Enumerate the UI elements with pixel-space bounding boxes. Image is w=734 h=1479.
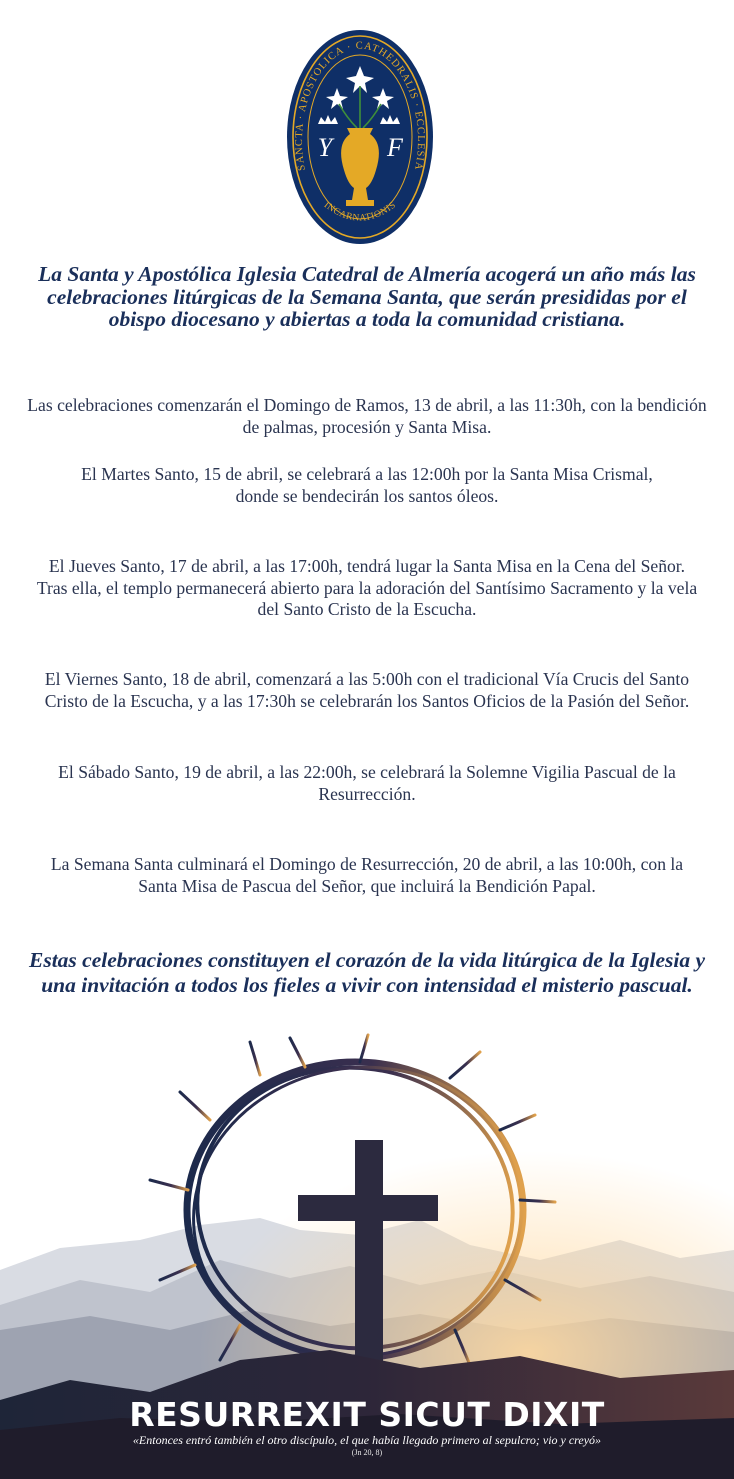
seal-inscription-bottom: INCARNATIONIS [321, 200, 399, 224]
paragraph-holy-tuesday: El Martes Santo, 15 de abril, se celebrará a las 12:00h por la Santa Misa Crismal, donde se bendecirán los santos óleos. [81, 464, 653, 506]
monogram-left: Y [317, 133, 333, 162]
banner-reference: (Jn 20, 8) [351, 1448, 383, 1457]
paragraph-holy-saturday: El Sábado Santo, 19 de abril, a las 22:00h, se celebrará la Solemne Vigilia Pascual de la Resurrección. [58, 762, 676, 804]
monogram-right: F [387, 133, 403, 162]
closing-statement: Estas celebraciones constituyen el corazón de la vida litúrgica de la Iglesia y una invitación a todos los fieles a vivir con intensidad el misterio pascual. [28, 948, 705, 997]
paragraph-good-friday: El Viernes Santo, 18 de abril, comenzará a las 5:00h con el tradicional Vía Crucis del Santo Cristo de la Escucha, y a las 17:30h se celebrarán los Santos Oficios de la Pasión del Señor. [44, 669, 690, 711]
paragraph-easter-sunday: La Semana Santa culminará el Domingo de Resurrección, 20 de abril, a las 10:00h, con la Santa Misa de Pascua del Señor, que incluirá la Bendición Papal. [50, 854, 684, 896]
banner-title: RESURREXIT SICUT DIXIT [129, 1395, 605, 1434]
banner-quote: «Entonces entró también el otro discípulo, el que había llegado primero al sepulcro; vio y creyó» [132, 1433, 602, 1447]
paragraph-holy-thursday: El Jueves Santo, 17 de abril, a las 17:00h, tendrá lugar la Santa Misa en la Cena del Señor. Tras ella, el templo permanecerá abierto para la adoración del Santísimo Sacramento y la vela del Santo Cristo de la Escucha. [36, 556, 698, 619]
cathedral-seal-logo [285, 28, 435, 246]
seal-inscription-top: SANCTA · APOSTOLICA · CATHEDRALIS · ECCLESIA [293, 40, 427, 172]
intro-statement: La Santa y Apostólica Iglesia Catedral de Almería acogerá un año más las celebraciones litúrgicas de la Semana Santa, que serán presididas por el obispo diocesano y abiertas a toda la comunidad cristiana. [38, 262, 696, 331]
paragraph-palm-sunday: Las celebraciones comenzarán el Domingo de Ramos, 13 de abril, a las 11:30h, con la bendición de palmas, procesión y Santa Misa. [27, 395, 707, 437]
